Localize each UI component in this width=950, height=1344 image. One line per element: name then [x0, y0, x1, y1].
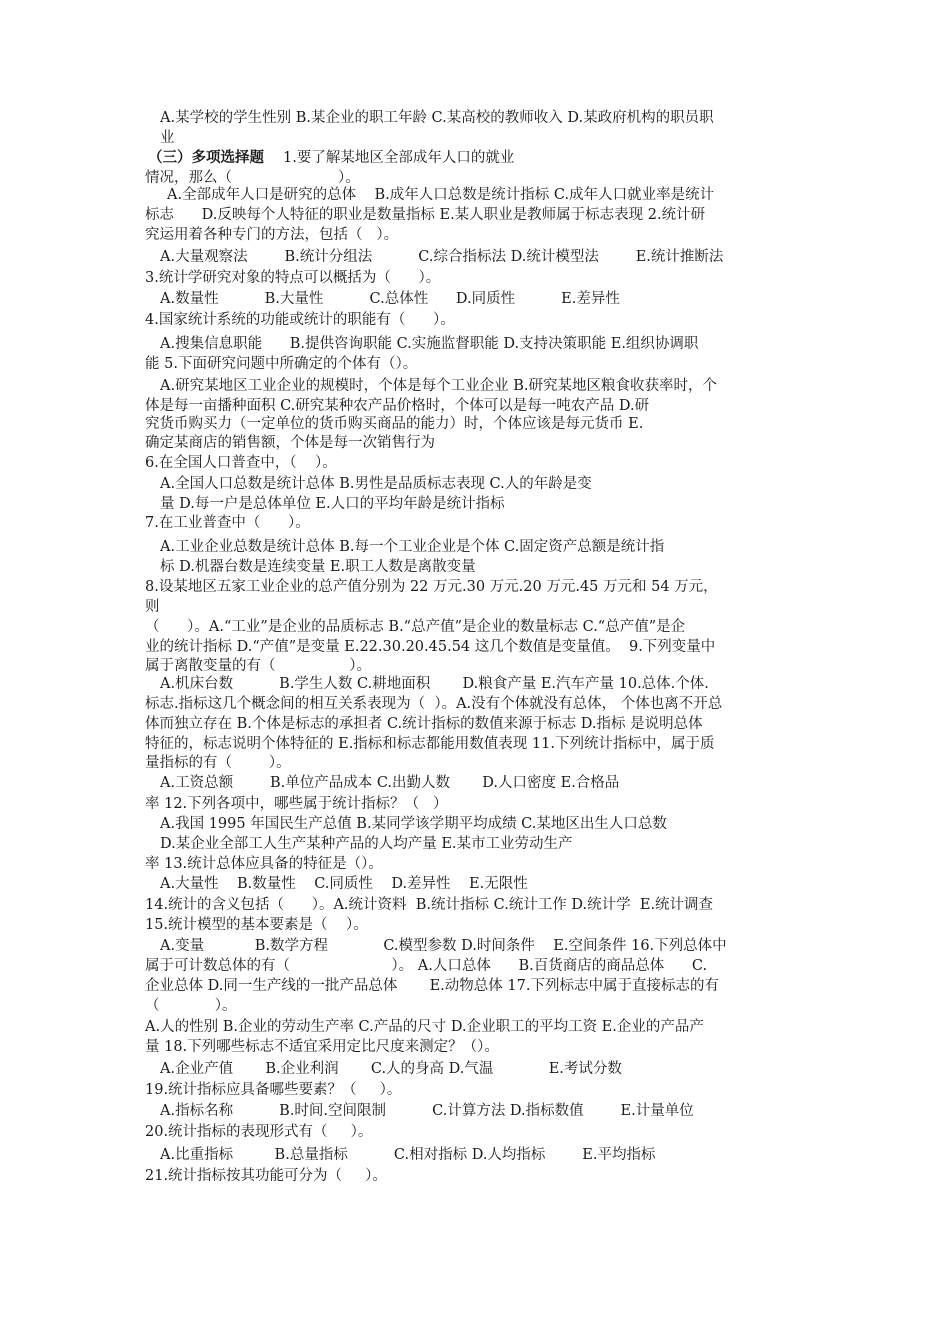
text-line: A.机床台数 B.学生人数 C.耕地面积 D.粮食产量 E.汽车产量 10.总体.个体. [160, 676, 709, 692]
text-line: 标志.指标这几个概念间的相互关系表现为（ ）。A.没有个体就没有总体， 个体也离不开总 [145, 696, 723, 712]
text-line: 15.统计模型的基本要素是（ ）。 [145, 917, 368, 933]
text-line: A.搜集信息职能 B.提供咨询职能 C.实施监督职能 D.支持决策职能 E.组织协调职 [160, 336, 699, 352]
text-line: A.工业企业总数是统计总体 B.每一个工业企业是个体 C.固定资产总额是统计指 [160, 539, 665, 555]
text-line: 体是每一亩播种面积 C.研究某种农产品价格时，个体可以是每一吨农产品 D.研 [145, 398, 650, 414]
text-line: A.数量性 B.大量性 C.总体性 D.同质性 E.差异性 [160, 291, 620, 307]
text-line: 特征的，标志说明个体特征的 E.指标和标志都能用数值表现 11.下列统计指标中，属于质 [145, 736, 715, 752]
text-line: 究货币购买力（一定单位的货币购买商品的能力）时，个体应该是每元货币 E. [145, 416, 644, 432]
text-line: A.指标名称 B.时间.空间限制 C.计算方法 D.指标数值 E.计量单位 [160, 1103, 694, 1119]
text-line: A.全部成年人口是研究的总体 B.成年人口总数是统计指标 C.成年人口就业率是统计 [167, 187, 715, 203]
text-line: 属于可计数总体的有（ ）。 A.人口总体 B.百货商店的商品总体 C. [145, 958, 708, 974]
text-line: 标 D.机器台数是连续变量 E.职工人数是离散变量 [160, 559, 476, 575]
text-line: A.企业产值 B.企业利润 C.人的身高 D.气温 E.考试分数 [160, 1061, 622, 1077]
text-line: 20.统计指标的表现形式有（ ）。 [145, 1124, 373, 1140]
text-line: A.变量 B.数学方程 C.模型参数 D.时间条件 E.空间条件 16.下列总体中 [160, 938, 727, 954]
text-line: A.某学校的学生性别 B.某企业的职工年龄 C.某高校的教师收入 D.某政府机构的职员职 [160, 110, 714, 126]
text-line: A.人的性别 B.企业的劳动生产率 C.产品的尺寸 D.企业职工的平均工资 E.企业的产品产 [145, 1019, 704, 1035]
section-heading: （三）多项选择题 [148, 150, 264, 166]
text-line: A.全国人口总数是统计总体 B.男性是品质标志表现 C.人的年龄是变 [160, 476, 592, 492]
text-line: 21.统计指标按其功能可分为（ ）。 [145, 1168, 387, 1184]
text-line: 19.统计指标应具备哪些要素？（ ）。 [145, 1082, 402, 1098]
text-line: 4.国家统计系统的功能或统计的职能有（ ）。 [145, 312, 455, 328]
text-line: 量 18.下列哪些标志不适宜采用定比尺度来测定？（）。 [145, 1039, 499, 1055]
text-line: （ ）。A.“工业”是企业的品质标志 B.“总产值”是企业的数量标志 C.“总产值”是企 [145, 619, 686, 635]
text-line: 究运用着各种专门的方法，包括（ ）。 [145, 227, 399, 243]
text-line: 能 5.下面研究问题中所确定的个体有（）。 [145, 356, 418, 372]
text-line: 体而独立存在 B.个体是标志的承担者 C.统计指标的数值来源于标志 D.指标 是说明总体 [145, 716, 703, 732]
text-line: 企业总体 D.同一生产线的一批产品总体 E.动物总体 17.下列标志中属于直接标志的有 [145, 978, 719, 994]
text-line: 率 13.统计总体应具备的特征是（）。 [145, 856, 383, 872]
text-line: 确定某商店的销售额，个体是每一次销售行为 [145, 435, 435, 451]
text-line: 则 [145, 599, 160, 615]
text-line: 量 D.每一户是总体单位 E.人口的平均年龄是统计指标 [160, 496, 505, 512]
text-line: 量指标的有（ ）。 [145, 755, 291, 771]
text-line: A.大量观察法 B.统计分组法 C.综合指标法 D.统计模型法 E.统计推断法 [160, 249, 724, 265]
text-line: 率 12.下列各项中，哪些属于统计指标？（ ） [145, 796, 448, 812]
text-line: 3.统计学研究对象的特点可以概括为（ ）。 [145, 270, 441, 286]
text-line: 情况，那么（ ）。 [145, 170, 360, 186]
text-line: 14.统计的含义包括（ ）。A.统计资料 B.统计指标 C.统计工作 D.统计学 E.统计调查 [145, 897, 714, 913]
text-line: A.比重指标 B.总量指标 C.相对指标 D.人均指标 E.平均指标 [160, 1147, 656, 1163]
text-line: 属于离散变量的有（ ）。 [145, 658, 371, 674]
text-line: 业 [160, 130, 175, 146]
text-line: （ ）。 [145, 998, 237, 1014]
text-line: 业的统计指标 D.“产值”是变量 E.22.30.20.45.54 这几个数值是变量值。 9.下列变量中 [145, 639, 716, 655]
text-line: A.工资总额 B.单位产品成本 C.出勤人数 D.人口密度 E.合格品 [160, 775, 620, 791]
text-line: 标志 D.反映每个人特征的职业是数量指标 E.某人职业是教师属于标志表现 2.统计研 [145, 207, 706, 223]
text-line: A.我国 1995 年国民生产总值 B.某同学该学期平均成绩 C.某地区出生人口总数 [160, 816, 667, 832]
text-line: 1.要了解某地区全部成年人口的就业 [283, 150, 515, 166]
text-line: 7.在工业普查中（ ）。 [145, 515, 310, 531]
text-line: 8.设某地区五家工业企业的总产值分别为 22 万元.30 万元.20 万元.45 万元和 54 万元， [145, 579, 718, 595]
text-line: D.某企业全部工人生产某种产品的人均产量 E.某市工业劳动生产 [160, 836, 573, 852]
text-line: A.研究某地区工业企业的规模时，个体是每个工业企业 B.研究某地区粮食收获率时，个 [160, 378, 717, 394]
text-line: 6.在全国人口普查中，（ ）。 [145, 455, 337, 471]
text-line: A.大量性 B.数量性 C.同质性 D.差异性 E.无限性 [160, 876, 528, 892]
